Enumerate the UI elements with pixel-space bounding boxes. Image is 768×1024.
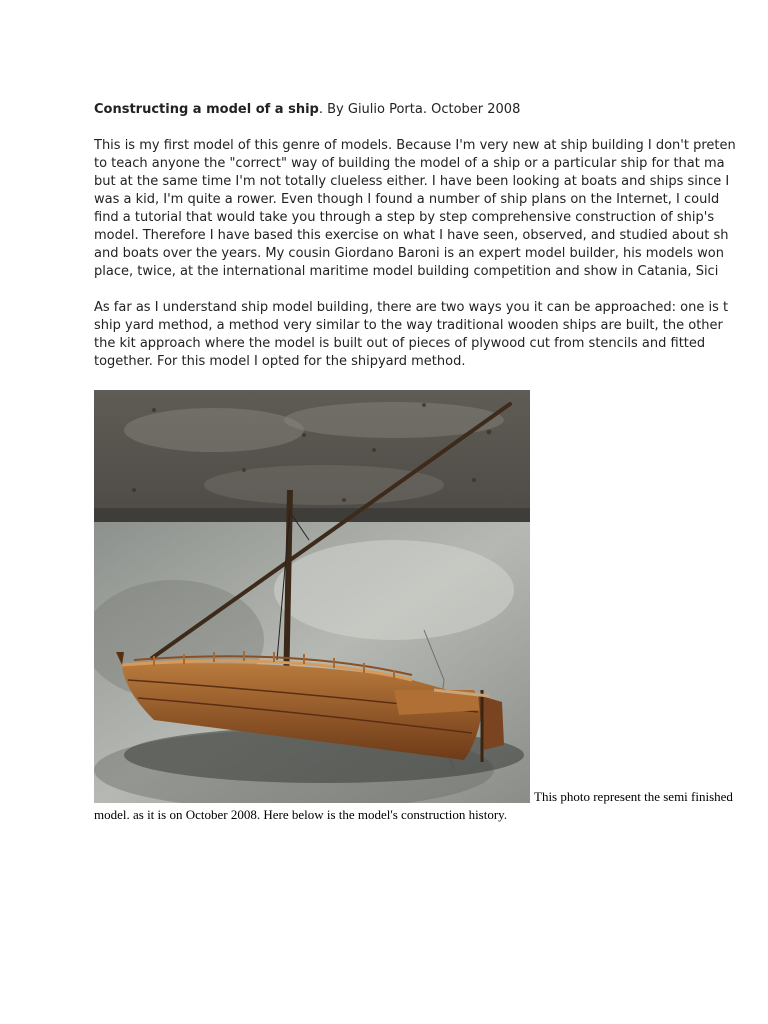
paragraph-line: find a tutorial that would take you through a step by step comprehensive construction of ship's — [94, 210, 715, 225]
paragraph-line: model. Therefore I have based this exercise on what I have seen, observed, and studied about sh — [94, 228, 729, 243]
paragraph-line: ship yard method, a method very similar to the way traditional wooden ships are built, the other — [94, 318, 723, 333]
article-title: Constructing a model of a ship — [94, 102, 319, 117]
caption-line-1: This photo represent the semi finished — [534, 789, 733, 804]
paragraph-intro — [94, 137, 768, 281]
paragraph-line: the kit approach where the model is built out of pieces of plywood cut from stencils and fitted — [94, 336, 706, 351]
article-byline: . By Giulio Porta. October 2008 — [318, 102, 521, 117]
article-body — [94, 101, 768, 371]
paragraph-line: This is my first model of this genre of models. Because I'm very new at ship building I don't preten — [94, 138, 736, 153]
article-heading — [94, 101, 768, 119]
caption-line-2: model. as it is on October 2008. Here below is the model's construction history. — [94, 807, 508, 822]
paragraph-line: to teach anyone the "correct" way of building the model of a ship or a particular ship for that ma — [94, 156, 725, 171]
paragraph-line: As far as I understand ship model building, there are two ways you it can be approached: one is t — [94, 300, 729, 315]
paragraph-line: but at the same time I'm not totally clueless either. I have been looking at boats and ships since I — [94, 174, 730, 189]
paragraph-line: together. For this model I opted for the shipyard method. — [94, 354, 466, 369]
paragraph-line: was a kid, I'm quite a rower. Even though I found a number of ship plans on the Internet, I could — [94, 192, 720, 207]
paragraph-line: and boats over the years. My cousin Giordano Baroni is an expert model builder, his models won — [94, 246, 725, 261]
photo-illustration — [94, 390, 530, 803]
paragraph-method — [94, 299, 768, 371]
ship-model-photo — [94, 390, 530, 803]
paragraph-line: place, twice, at the international maritime model building competition and show in Catania, Sici — [94, 264, 719, 279]
